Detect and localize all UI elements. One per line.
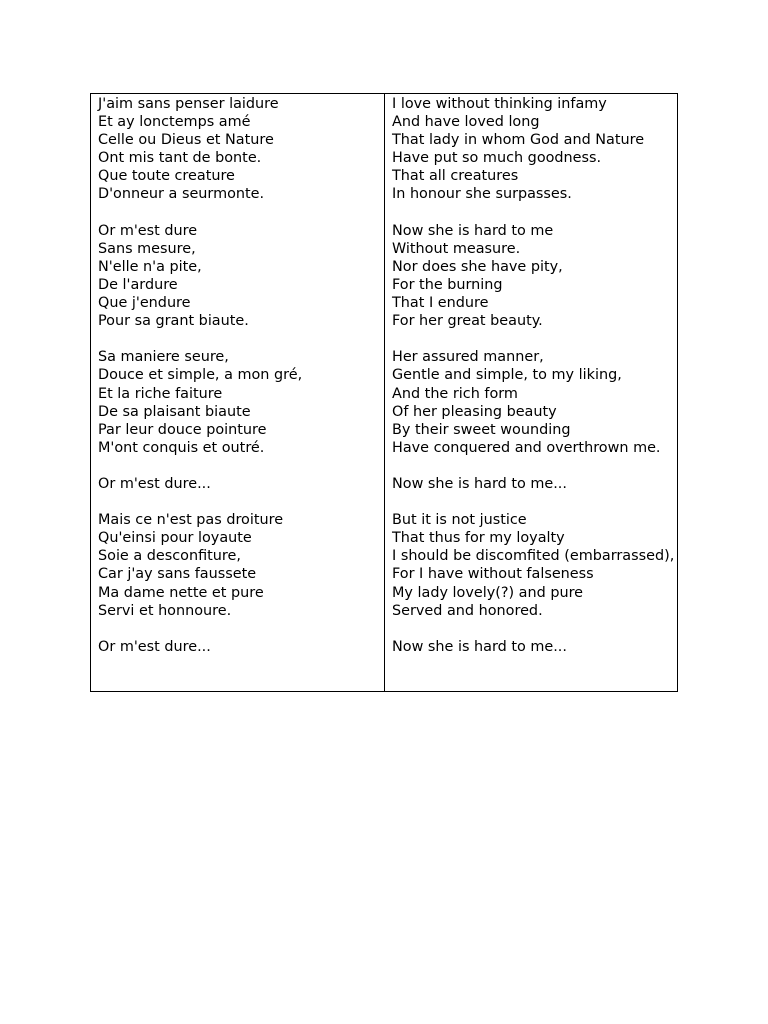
verse-line: Et ay lonctemps amé (98, 114, 251, 131)
stanza (392, 638, 677, 656)
stanza (392, 222, 677, 331)
stanza (98, 222, 384, 331)
verse-line: Or m'est dure (98, 222, 198, 239)
verse-line: Now she is hard to me... (392, 475, 567, 492)
verse-line: Qu'einsi pour loyaute (98, 530, 252, 547)
verse-line: Now she is hard to me (392, 222, 554, 239)
verse-line: I should be discomfited (embarrassed), (392, 548, 675, 565)
verse-line: And have loved long (392, 114, 540, 131)
verse-line: Have put so much goodness. (392, 150, 602, 167)
verse-line: My lady lovely(?) and pure (392, 584, 584, 601)
verse-line: That I endure (392, 295, 489, 312)
stanza (98, 511, 384, 620)
verse-line: Pour sa grant biaute. (98, 313, 249, 330)
poem-translation-table (90, 93, 678, 692)
verse-line: But it is not justice (392, 512, 527, 529)
verse-line: De l'ardure (98, 276, 178, 293)
verse-line: Ma dame nette et pure (98, 584, 264, 601)
verse-line: Now she is hard to me... (392, 638, 567, 655)
verse-line: For her great beauty. (392, 313, 543, 330)
verse-line: Gentle and simple, to my liking, (392, 367, 622, 384)
verse-line: Her assured manner, (392, 349, 544, 366)
stanza (98, 475, 384, 493)
verse-line: Mais ce n'est pas droiture (98, 512, 284, 529)
verse-line: N'elle n'a pite, (98, 258, 202, 275)
verse-line: Nor does she have pity, (392, 258, 563, 275)
verse-line: M'ont conquis et outré. (98, 439, 265, 456)
verse-line: Sans mesure, (98, 240, 196, 257)
english-column (385, 94, 677, 691)
stanza (98, 638, 384, 656)
verse-line: That lady in whom God and Nature (392, 132, 645, 149)
verse-line: That thus for my loyalty (392, 530, 565, 547)
verse-line: I love without thinking infamy (392, 96, 607, 112)
verse-line: Have conquered and overthrown me. (392, 439, 661, 456)
verse-line: Par leur douce pointure (98, 421, 267, 438)
verse-line: Que j'endure (98, 295, 191, 312)
verse-line: By their sweet wounding (392, 421, 571, 438)
verse-line: Without measure. (392, 240, 521, 257)
verse-line: De sa plaisant biaute (98, 403, 251, 420)
verse-line: For the burning (392, 276, 503, 293)
verse-line: Sa maniere seure, (98, 349, 229, 366)
verse-line: Celle ou Dieus et Nature (98, 132, 274, 149)
verse-line: In honour she surpasses. (392, 186, 572, 203)
verse-line: That all creatures (392, 168, 519, 185)
verse-line: Douce et simple, a mon gré, (98, 367, 303, 384)
stanza (392, 511, 677, 620)
verse-line: And the rich form (392, 385, 518, 402)
verse-line: Or m'est dure... (98, 638, 211, 655)
verse-line: Et la riche faiture (98, 385, 223, 402)
verse-line: Served and honored. (392, 602, 543, 619)
stanza (392, 348, 677, 457)
verse-line: D'onneur a seurmonte. (98, 186, 265, 203)
stanza (98, 95, 384, 204)
stanza (392, 475, 677, 493)
stanza (392, 95, 677, 204)
french-column (91, 94, 385, 691)
verse-line: Ont mis tant de bonte. (98, 150, 262, 167)
verse-line: Que toute creature (98, 168, 235, 185)
verse-line: Car j'ay sans faussete (98, 566, 257, 583)
verse-line: For I have without falseness (392, 566, 594, 583)
stanza (98, 348, 384, 457)
verse-line: Servi et honnoure. (98, 602, 232, 619)
verse-line: Of her pleasing beauty (392, 403, 557, 420)
verse-line: Soie a desconfiture, (98, 548, 241, 565)
verse-line: Or m'est dure... (98, 475, 211, 492)
verse-line: J'aim sans penser laidure (98, 96, 279, 112)
